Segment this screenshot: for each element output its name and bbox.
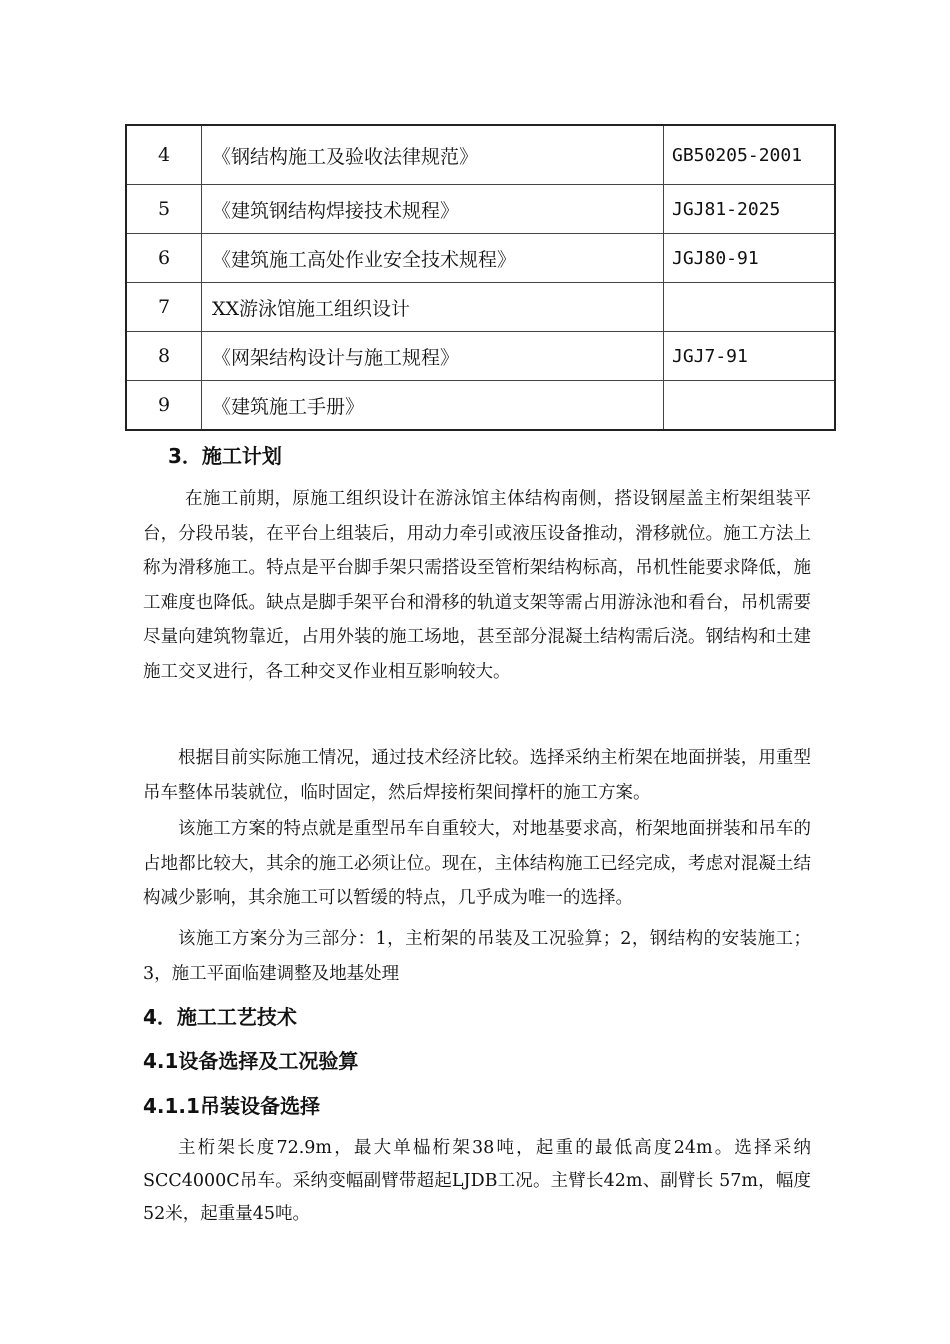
standard-code-cell: JGJ7-91	[664, 332, 836, 381]
table-row	[126, 332, 835, 381]
paragraph-construction-plan-2: 根据目前实际施工情况，通过技术经济比较。选择采纳主桁架在地面拼装，用重型吊车整体吊装就位，临时固定，然后焊接桁架间撑杆的施工方案。	[143, 748, 811, 803]
standard-title-cell: 《网架结构设计与施工规程》	[202, 332, 664, 381]
standard-title-cell: 《建筑施工高处作业安全技术规程》	[202, 234, 664, 283]
row-number-cell: 4	[126, 125, 202, 185]
row-number-cell: 7	[126, 283, 202, 332]
table-row	[126, 283, 835, 332]
row-number-cell: 5	[126, 185, 202, 234]
row-number-cell: 8	[126, 332, 202, 381]
row-number-cell: 9	[126, 381, 202, 431]
section-4-heading: 4．施工工艺技术	[143, 1005, 297, 1029]
paragraph-construction-plan-1: 在施工前期，原施工组织设计在游泳馆主体结构南侧，搭设钢屋盖主桁架组装平台，分段吊装，在平台上组装后，用动力牵引或液压设备推动，滑移就位。施工方法上称为滑移施工。特点是平台脚手架只需搭设至管桁架结构标高，吊机性能要求降低，施工难度也降低。缺点是脚手架平台和滑移的轨道支架等需占用游泳池和看台，吊机需要尽量向建筑物靠近，占用外装的施工场地，甚至部分混凝土结构需后浇。钢结构和土建施工交叉进行，各工种交叉作业相互影响较大。	[143, 489, 811, 682]
standard-code-cell: JGJ80-91	[664, 234, 836, 283]
section-3-heading: 3．施工计划	[168, 444, 282, 468]
standard-code-cell: GB50205-2001	[664, 125, 836, 185]
standard-code-cell	[664, 381, 836, 431]
standard-code-cell	[664, 283, 836, 332]
section-4-1-heading: 4.1设备选择及工况验算	[143, 1049, 359, 1073]
standard-title-cell: XX游泳馆施工组织设计	[202, 283, 664, 332]
paragraph-construction-plan-4: 该施工方案分为三部分：1，主桁架的吊装及工况验算；2，钢结构的安装施工；3，施工平面临建调整及地基处理	[143, 929, 811, 984]
paragraph-crane-selection: 主桁架长度72.9m，最大单榀桁架38吨，起重的最低高度24m。选择采纳SCC4000C吊车。采纳变幅副臂带超起LJDB工况。主臂长42m、副臂长 57m，幅度52米，起重量45吨。	[143, 1138, 811, 1224]
table-row	[126, 125, 835, 185]
standard-title-cell: 《建筑钢结构焊接技术规程》	[202, 185, 664, 234]
standard-title-cell: 《建筑施工手册》	[202, 381, 664, 431]
row-number-cell: 6	[126, 234, 202, 283]
standard-title-cell: 《钢结构施工及验收法律规范》	[202, 125, 664, 185]
table-row	[126, 185, 835, 234]
table-row	[126, 381, 835, 431]
table-row	[126, 234, 835, 283]
standard-code-cell: JGJ81-2025	[664, 185, 836, 234]
reference-standards-table	[125, 124, 836, 431]
paragraph-construction-plan-3: 该施工方案的特点就是重型吊车自重较大，对地基要求高，桁架地面拼装和吊车的占地都比较大，其余的施工必须让位。现在，主体结构施工已经完成，考虑对混凝土结构减少影响，其余施工可以暂缓的特点，几乎成为唯一的选择。	[143, 819, 811, 908]
section-4-1-1-heading: 4.1.1吊装设备选择	[143, 1094, 320, 1118]
